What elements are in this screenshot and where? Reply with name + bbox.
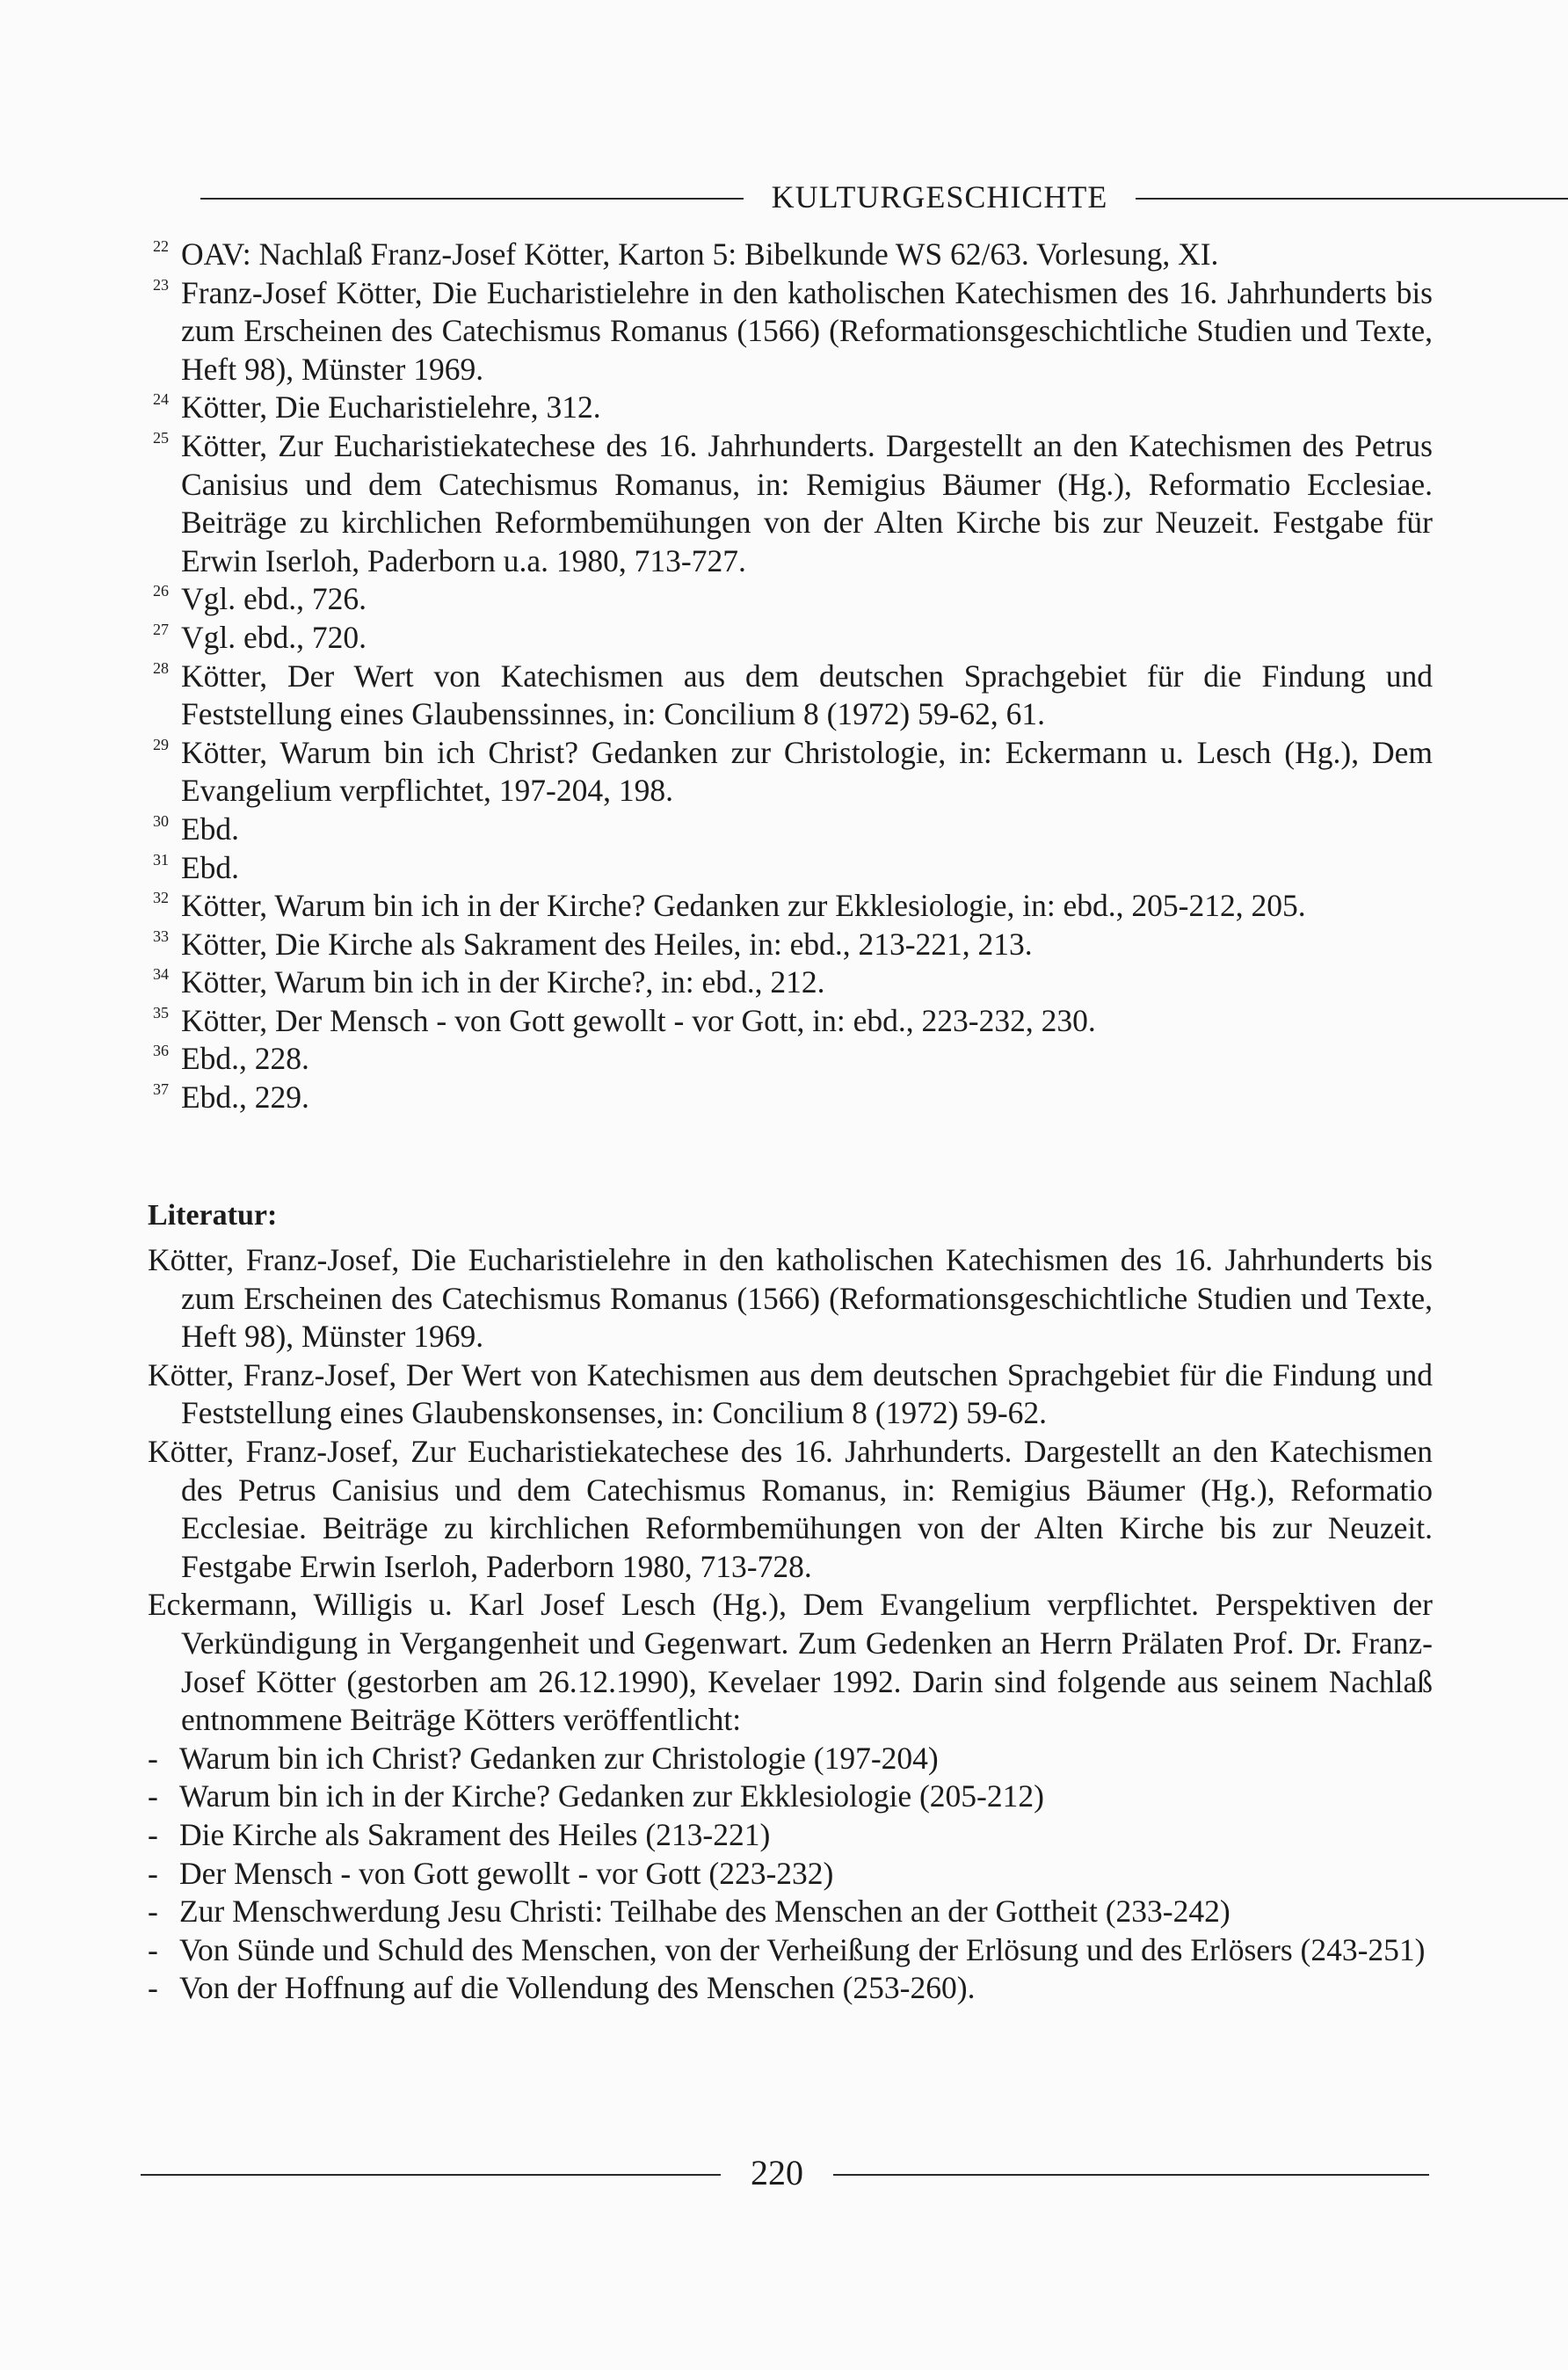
endnote [153, 963, 1433, 1002]
endnote [153, 849, 1433, 888]
endnote [153, 887, 1433, 926]
endnote [153, 236, 1433, 274]
endnote [153, 1002, 1433, 1041]
endnote [153, 427, 1433, 580]
header-title: KULTURGESCHICHTE [771, 179, 1108, 214]
contents-item [148, 1931, 1433, 1970]
contents-item-text: Zur Menschwerdung Jesu Christi: Teilhabe des Menschen an der Gottheit (233-242) [179, 1894, 1230, 1930]
endnote-text: Franz-Josef Kötter, Die Eucharistielehre in den katholischen Katechismen des 16. Jahrhunderts bis zum Erscheinen des Catechismus Romanus (1566) (Reformationsgeschichtliche Studien und Texte, Heft 98), Münster 1969. [181, 274, 1433, 387]
endnote-number: 29 [153, 735, 169, 753]
endnote-number: 36 [153, 1042, 169, 1060]
contents-item [148, 1740, 1433, 1778]
endnote-text: Kötter, Der Wert von Katechismen aus dem deutschen Sprachgebiet für die Findung und Feststellung eines Glaubenssinnes, in: Concilium 8 (1972) 59-62, 61. [181, 658, 1433, 732]
endnote-number: 34 [153, 965, 169, 984]
contents-list [148, 1740, 1433, 2008]
footer-rule-left [141, 2174, 721, 2176]
page-number: 220 [751, 2153, 803, 2192]
list-dash: - [148, 1931, 158, 1967]
endnote-text: Kötter, Die Kirche als Sakrament des Heiles, in: ebd., 213-221, 213. [181, 926, 1033, 962]
contents-item-text: Von Sünde und Schuld des Menschen, von der Verheißung der Erlösung und des Erlösers (243-251) [179, 1931, 1426, 1967]
list-dash: - [148, 1894, 158, 1930]
endnote-number: 32 [153, 889, 169, 907]
running-header [148, 172, 1429, 225]
endnote-text: Kötter, Der Mensch - von Gott gewollt - vor Gott, in: ebd., 223-232, 230. [181, 1002, 1096, 1038]
literature-section [148, 1196, 1433, 2008]
endnote-number: 24 [153, 390, 169, 409]
endnote [153, 389, 1433, 427]
header-rule-left [200, 198, 744, 200]
endnote-number: 30 [153, 811, 169, 830]
contents-item [148, 1816, 1433, 1855]
endnote-text: Ebd. [181, 849, 240, 885]
endnote-text: Kötter, Die Eucharistielehre, 312. [181, 389, 601, 425]
literature-entry: Eckermann, Willigis u. Karl Josef Lesch (Hg.), Dem Evangelium verpflichtet. Perspektiven der Verkündigung in Vergangenheit und Gegenwart. Zum Gedenken an Herrn Prälaten Prof. Dr. Franz-Josef Kötter (gestorben am 26.12.1990), Kevelaer 1992. Darin sind folgende aus seinem Nachlaß entnommene Beiträge Kötters veröffentlicht: [148, 1587, 1433, 1738]
footer-rule-right [833, 2174, 1429, 2176]
page-footer [141, 2145, 1429, 2206]
contents-item-text: Warum bin ich in der Kirche? Gedanken zur Ekklesiologie (205-212) [179, 1778, 1044, 1814]
endnote [153, 811, 1433, 849]
contents-item [148, 1893, 1433, 1931]
contents-item [148, 1778, 1433, 1816]
endnote-text: Ebd., 228. [181, 1041, 309, 1077]
endnote-number: 35 [153, 1003, 169, 1021]
endnote-number: 28 [153, 658, 169, 677]
endnote-text: Kötter, Warum bin ich Christ? Gedanken zur Christologie, in: Eckermann u. Lesch (Hg.), Dem Evangelium verpflichtet, 197-204, 198. [181, 734, 1433, 809]
endnote-text: Kötter, Warum bin ich in der Kirche? Gedanken zur Ekklesiologie, in: ebd., 205-212, 205. [181, 888, 1306, 924]
literature-entry: Kötter, Franz-Josef, Die Eucharistielehre in den katholischen Katechismen des 16. Jahrhunderts bis zum Erscheinen des Catechismus Romanus (1566) (Reformationsgeschichtliche Studien und Texte, Heft 98), Münster 1969. [148, 1242, 1433, 1355]
endnote [153, 274, 1433, 389]
endnote [153, 658, 1433, 734]
contents-item [148, 1855, 1433, 1894]
list-dash: - [148, 1970, 158, 2006]
list-dash: - [148, 1740, 158, 1776]
endnote [153, 1040, 1433, 1079]
endnote-number: 22 [153, 237, 169, 255]
endnote-text: Vgl. ebd., 720. [181, 619, 367, 655]
contents-item [148, 1969, 1433, 2008]
endnote [153, 926, 1433, 964]
literature-entry: Kötter, Franz-Josef, Zur Eucharistiekatechese des 16. Jahrhunderts. Dargestellt an den Katechismen des Petrus Canisius und dem Catechismus Romanus, in: Remigius Bäumer (Hg.), Reformatio Ecclesiae. Beiträge zu kirchlichen Reformbemühungen von der Alten Kirche bis zur Neuzeit. Festgabe Erwin Iserloh, Paderborn 1980, 713-728. [148, 1433, 1433, 1584]
endnote-number: 27 [153, 620, 169, 638]
endnote-text: OAV: Nachlaß Franz-Josef Kötter, Karton 5: Bibelkunde WS 62/63. Vorlesung, XI. [181, 236, 1219, 272]
endnote-text: Ebd. [181, 811, 240, 847]
list-dash: - [148, 1778, 158, 1814]
endnote-text: Kötter, Warum bin ich in der Kirche?, in: ebd., 212. [181, 964, 825, 1000]
list-dash: - [148, 1816, 158, 1852]
endnote-text: Kötter, Zur Eucharistiekatechese des 16. Jahrhunderts. Dargestellt an den Katechismen des Petrus Canisius und dem Catechismus Romanus, in: Remigius Bäumer (Hg.), Reformatio Ecclesiae. Beiträge zu kirchlichen Reformbemühungen von der Alten Kirche bis zur Neuzeit. Festgabe für Erwin Iserloh, Paderborn u.a. 1980, 713-727. [181, 427, 1433, 578]
endnote-text: Vgl. ebd., 726. [181, 581, 367, 617]
literature-entry: Kötter, Franz-Josef, Der Wert von Katechismen aus dem deutschen Sprachgebiet für die Findung und Feststellung eines Glaubenskonsenses, in: Concilium 8 (1972) 59-62. [148, 1356, 1433, 1431]
endnote-text: Ebd., 229. [181, 1080, 309, 1116]
endnote [153, 1079, 1433, 1117]
endnote-number: 37 [153, 1080, 169, 1099]
contents-item-text: Der Mensch - von Gott gewollt - vor Gott (223-232) [179, 1855, 834, 1891]
endnote-number: 23 [153, 275, 169, 294]
contents-item-text: Die Kirche als Sakrament des Heiles (213-221) [179, 1816, 771, 1852]
endnote [153, 580, 1433, 619]
literature-heading: Literatur: [148, 1199, 278, 1232]
endnote [153, 734, 1433, 811]
endnote-number: 31 [153, 850, 169, 869]
endnote-number: 33 [153, 927, 169, 945]
list-dash: - [148, 1855, 158, 1891]
endnote-number: 25 [153, 428, 169, 447]
header-rule-right [1136, 198, 1568, 200]
endnote [153, 619, 1433, 658]
endnotes [153, 236, 1433, 1117]
endnote-number: 26 [153, 582, 169, 600]
contents-item-text: Warum bin ich Christ? Gedanken zur Christologie (197-204) [179, 1740, 939, 1776]
contents-item-text: Von der Hoffnung auf die Vollendung des Menschen (253-260). [179, 1970, 976, 2006]
